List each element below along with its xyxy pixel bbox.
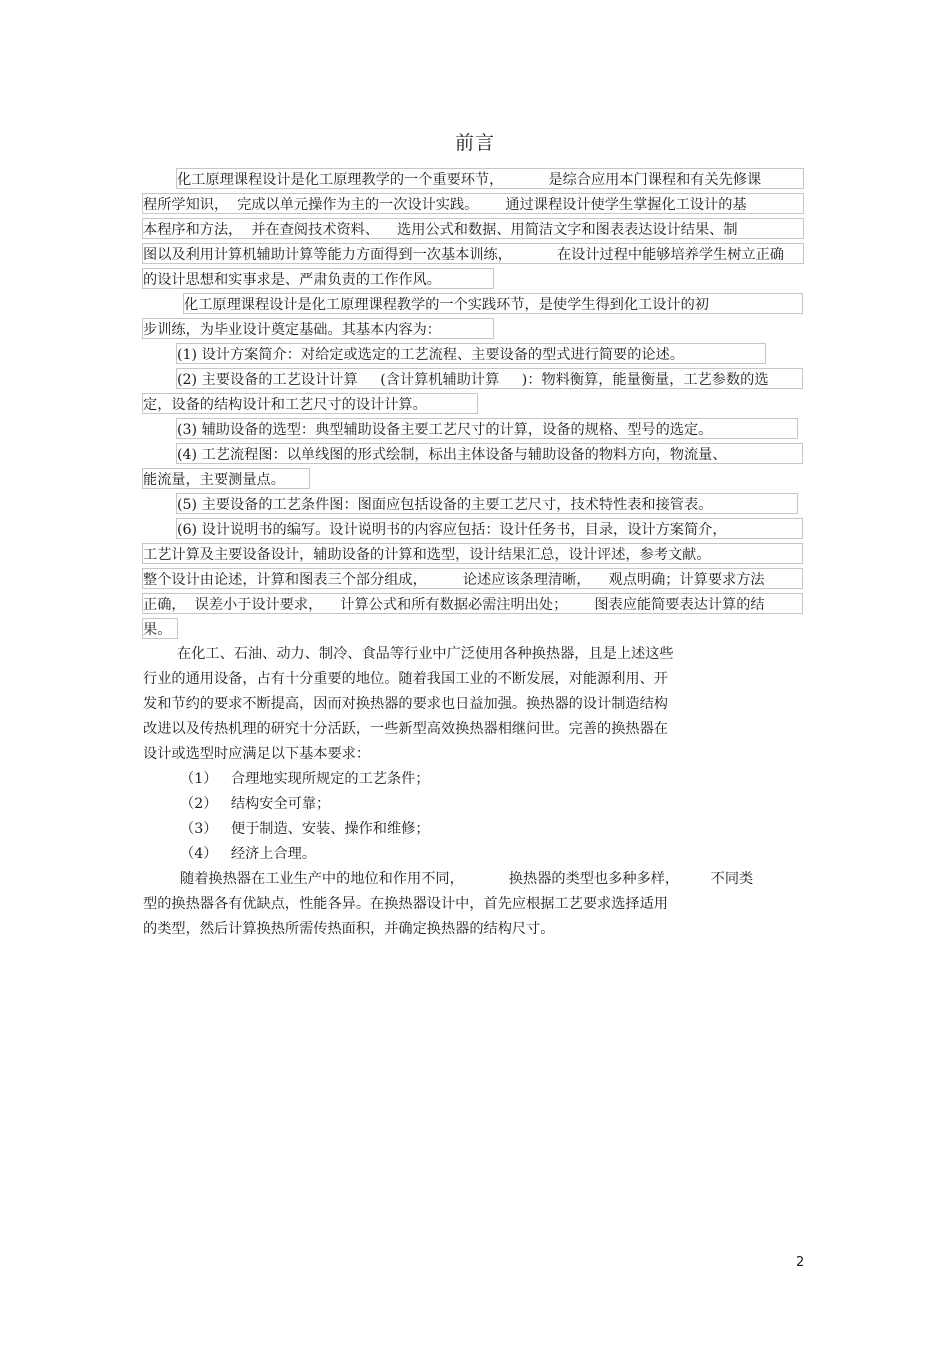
page-number: 2 [796, 1255, 805, 1270]
text-line: 程所学知识， 完成以单元操作为主的一次设计实践。 通过课程设计使学生掌握化工设计的基 [142, 193, 804, 214]
text-line: (4) 工艺流程图：以单线图的形式绘制，标出主体设备与辅助设备的物料方向，物流量、 [176, 443, 803, 464]
list-item: （2） 结构安全可靠； [180, 796, 331, 812]
page-title: 前言 [454, 132, 495, 154]
list-item: （1） 合理地实现所规定的工艺条件； [180, 771, 430, 787]
text-line: 果。 [142, 618, 178, 639]
text-line: 改进以及传热机理的研究十分活跃，一些新型高效换热器相继问世。完善的换热器在 [143, 721, 668, 737]
text-line: 本程序和方法， 并在查阅技术资料、 选用公式和数据、用简洁文字和图表表达设计结果、制 [142, 218, 804, 239]
list-item: （4） 经济上合理。 [180, 846, 317, 862]
text-line: (6) 设计说明书的编写。设计说明书的内容应包括：设计任务书，目录，设计方案简介， [176, 518, 803, 539]
text-line: 定，设备的结构设计和工艺尺寸的设计计算。 [142, 393, 478, 414]
text-line: 发和节约的要求不断提高，因而对换热器的要求也日益加强。换热器的设计制造结构 [143, 696, 668, 712]
text-line: 行业的通用设备，占有十分重要的地位。随着我国工业的不断发展，对能源利用、开 [143, 671, 668, 687]
text-line: 步训练，为毕业设计奠定基础。其基本内容为： [142, 318, 494, 339]
list-item: （3） 便于制造、安装、操作和维修； [180, 821, 430, 837]
text-line: (5) 主要设备的工艺条件图：图面应包括设备的主要工艺尺寸，技术特性表和接管表。 [176, 493, 798, 514]
text-line: 整个设计由论述，计算和图表三个部分组成， 论述应该条理清晰， 观点明确；计算要求方法 [142, 568, 803, 589]
text-line: 在化工、石油、动力、制冷、食品等行业中广泛使用各种换热器，且是上述这些 [177, 646, 674, 662]
text-line: 工艺计算及主要设备设计，辅助设备的计算和选型，设计结果汇总，设计评述，参考文献。 [142, 543, 803, 564]
text-line: 化工原理课程设计是化工原理课程教学的一个实践环节，是使学生得到化工设计的初 [183, 293, 803, 314]
text-line: 型的换热器各有优缺点，性能各异。在换热器设计中，首先应根据工艺要求选择适用 [143, 896, 668, 912]
text-line: 设计或选型时应满足以下基本要求： [143, 746, 371, 762]
text-line: (2) 主要设备的工艺设计计算 (含计算机辅助计算 )：物料衡算，能量衡量，工艺参数的选 [176, 368, 803, 389]
text-line: (1) 设计方案简介：对给定或选定的工艺流程、主要设备的型式进行简要的论述。 [176, 343, 766, 364]
text-line: 的设计思想和实事求是、严肃负责的工作作风。 [142, 268, 494, 289]
text-line: 正确， 误差小于设计要求， 计算公式和所有数据必需注明出处； 图表应能简要表达计算的结 [142, 593, 803, 614]
text-line: 的类型，然后计算换热所需传热面积，并确定换热器的结构尺寸。 [143, 921, 555, 937]
text-line: 随着换热器在工业生产中的地位和作用不同， 换热器的类型也多种多样， 不同类 [180, 871, 754, 887]
text-line: 能流量，主要测量点。 [142, 468, 310, 489]
text-line: 化工原理课程设计是化工原理教学的一个重要环节， 是综合应用本门课程和有关先修课 [176, 168, 804, 189]
text-line: 图以及利用计算机辅助计算等能力方面得到一次基本训练， 在设计过程中能够培养学生树立正确 [142, 243, 804, 264]
text-line: (3) 辅助设备的选型：典型辅助设备主要工艺尺寸的计算，设备的规格、型号的选定。 [176, 418, 798, 439]
